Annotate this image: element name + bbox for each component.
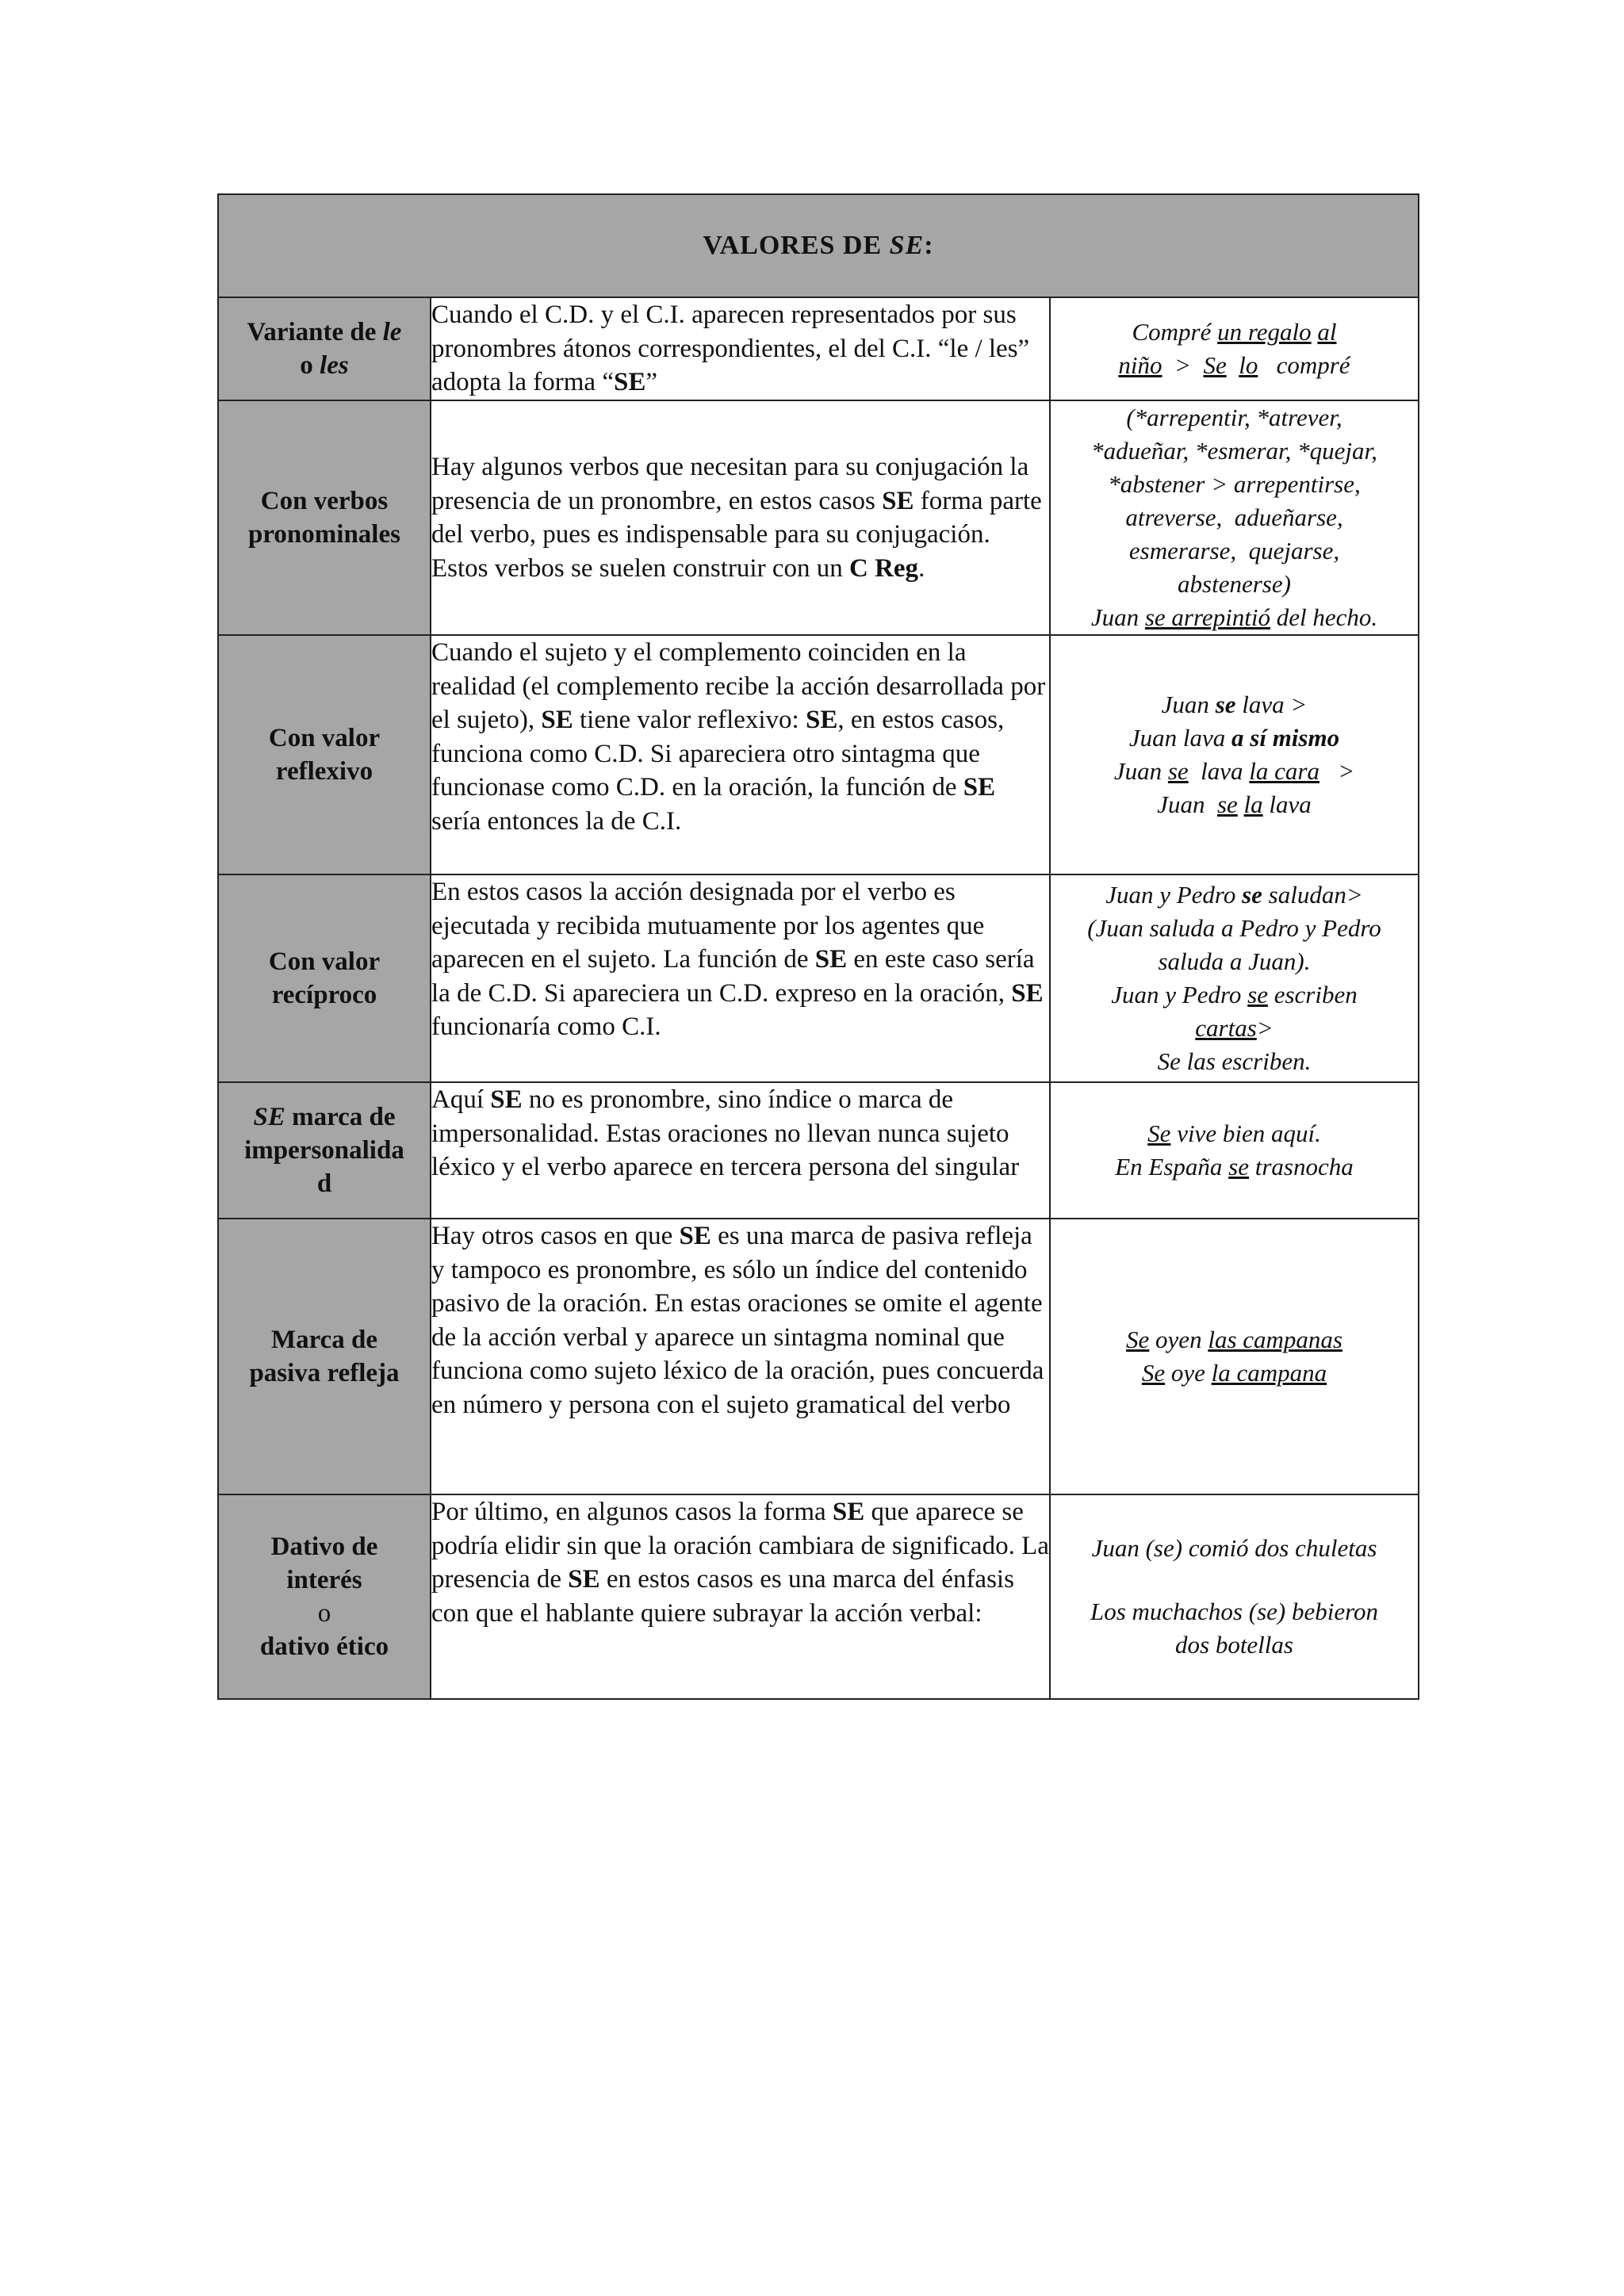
row-description: [431, 400, 1050, 635]
desc-bold: SE: [679, 1222, 711, 1250]
ex-text: lava: [1188, 757, 1250, 785]
row-example: [1050, 1494, 1419, 1699]
ex-bold: se: [1215, 691, 1236, 718]
row-description: [431, 1082, 1050, 1219]
ex-text: [1238, 790, 1244, 818]
desc-bold: SE: [490, 1085, 523, 1114]
ex-text: En España: [1115, 1153, 1229, 1181]
ex-underlined: Se: [1141, 1359, 1166, 1387]
label-text: Con valor: [268, 947, 381, 976]
ex-text: trasnocha: [1249, 1153, 1354, 1181]
ex-bold: a sí mismo: [1231, 724, 1340, 752]
row-description: [431, 1494, 1050, 1699]
ex-text: Juan: [1157, 790, 1217, 818]
ex-text: Juan: [1113, 757, 1168, 785]
ex-underlined: Se: [1203, 351, 1227, 379]
ex-line: esmerarse, quejarse,: [1128, 537, 1340, 564]
label-italic: les: [320, 351, 349, 380]
ex-text: oyen: [1149, 1326, 1208, 1353]
table-row: [218, 1494, 1419, 1699]
ex-text: Compré: [1132, 318, 1218, 346]
desc-text: Aquí: [431, 1085, 491, 1114]
label-text: Variante de: [247, 318, 383, 346]
row-label: [218, 635, 431, 874]
title-se: SE: [889, 231, 925, 260]
ex-underlined: al: [1317, 318, 1337, 346]
table-title: [218, 194, 1419, 297]
ex-text: Juan y Pedro: [1111, 981, 1248, 1008]
ex-underlined: niño: [1118, 351, 1162, 379]
ex-underlined: lo: [1239, 351, 1258, 379]
desc-bold: SE: [541, 706, 573, 734]
ex-line: Se las escriben.: [1157, 1047, 1312, 1075]
row-example: [1050, 400, 1419, 635]
ex-underlined: se: [1247, 981, 1268, 1008]
title-text: VALORES DE: [703, 231, 890, 260]
desc-bold: SE: [568, 1565, 600, 1594]
ex-text: [1227, 351, 1239, 379]
ex-text: Juan y Pedro: [1105, 881, 1243, 909]
desc-text: ”: [645, 368, 657, 396]
desc-text: .: [918, 553, 925, 583]
ex-text: Juan: [1090, 603, 1145, 631]
table-title-row: [218, 194, 1419, 297]
ex-line: saluda a Juan).: [1158, 947, 1311, 975]
ex-line: Juan (se) comió dos chuletas: [1091, 1534, 1377, 1562]
row-label: [218, 400, 431, 635]
row-description: [431, 874, 1050, 1082]
desc-bold: SE: [814, 945, 848, 974]
ex-underlined: la: [1243, 790, 1263, 818]
row-description: [431, 1219, 1050, 1494]
ex-text: compré: [1258, 351, 1350, 379]
label-text: Marca de: [270, 1326, 378, 1354]
label-text: pronominales: [248, 520, 400, 549]
row-label: [218, 1494, 431, 1699]
ex-text: Juan: [1161, 691, 1216, 718]
table-row: [218, 874, 1419, 1082]
label-text: recíproco: [271, 981, 377, 1009]
row-label: [218, 874, 431, 1082]
ex-text: >: [1319, 757, 1355, 785]
label-italic: SE: [253, 1103, 285, 1131]
desc-bold: SE: [882, 486, 914, 515]
row-label: [218, 297, 431, 400]
ex-underlined: se: [1167, 757, 1189, 785]
row-example: [1050, 1219, 1419, 1494]
label-italic: le: [382, 318, 402, 346]
ex-line: *abstener > arrepentirse,: [1108, 470, 1361, 498]
ex-line: (*arrepentir, *atrever,: [1126, 404, 1342, 431]
table-row: [218, 1082, 1419, 1219]
label-text: interés: [286, 1566, 362, 1594]
ex-underlined: Se: [1126, 1326, 1150, 1353]
desc-text: Hay algunos verbos que necesitan para su conjugación la presencia de un pronombre, en estos casos: [431, 453, 1029, 515]
ex-underlined: se: [1216, 790, 1238, 818]
ex-text: del hecho.: [1270, 603, 1378, 631]
row-label: [218, 1082, 431, 1219]
ex-text: lava: [1262, 790, 1312, 818]
ex-underlined: un regalo: [1217, 318, 1312, 346]
ex-line: *adueñar, *esmerar, *quejar,: [1091, 437, 1377, 465]
desc-bold: SE: [1011, 978, 1044, 1008]
desc-text: es una marca de pasiva refleja y tampoco es pronombre, es sólo un índice del contenido pasivo de la oración. En estas oraciones se omite el agente de la acción verbal y aparece un sintagma nominal que funciona como sujeto léxico de la oración, pues concuerda en número y persona con el sujeto gramatical del verbo: [431, 1222, 1044, 1419]
ex-text: Juan lava: [1128, 724, 1232, 752]
desc-bold: SE: [832, 1498, 865, 1526]
label-text: pasiva refleja: [249, 1359, 400, 1387]
desc-text: , en estos casos, funciona como C.D. Si apareciera otro sintagma que funcionase como C.D. en la oración, la función de: [431, 706, 1005, 802]
ex-line: abstenerse): [1178, 570, 1291, 598]
desc-bold: SE: [963, 773, 996, 802]
table-row: [218, 635, 1419, 874]
label-text: dativo ético: [259, 1632, 389, 1661]
ex-underlined: la cara: [1249, 757, 1320, 785]
label-text: o: [317, 1599, 331, 1628]
ex-bold: se: [1242, 881, 1262, 909]
ex-underlined: se arrepintió: [1144, 603, 1271, 631]
desc-text: no es pronombre, sino índice o marca de impersonalidad. Estas oraciones no llevan nunca sujeto léxico y el verbo aparece en tercera persona del singular: [431, 1085, 1020, 1181]
ex-text: escriben: [1267, 981, 1358, 1008]
table-row: [218, 1219, 1419, 1494]
ex-underlined: se: [1228, 1153, 1249, 1181]
table-row: [218, 400, 1419, 635]
label-text: d: [316, 1169, 332, 1198]
table-row: [218, 297, 1419, 400]
ex-line: Los muchachos (se) bebieron: [1090, 1598, 1379, 1625]
row-description: [431, 297, 1050, 400]
title-colon: :: [924, 231, 934, 260]
ex-line: (Juan saluda a Pedro y Pedro: [1087, 914, 1381, 942]
desc-text: Cuando el sujeto y el complemento coinciden en la realidad (el complemento recibe la acción desarrollada por el sujeto),: [431, 638, 1046, 734]
label-text: Con valor: [268, 724, 381, 752]
row-example: [1050, 874, 1419, 1082]
desc-text: Por último, en algunos casos la forma: [431, 1498, 833, 1526]
label-text: Dativo de: [270, 1533, 378, 1561]
ex-underlined: la campana: [1211, 1359, 1327, 1387]
row-example: [1050, 635, 1419, 874]
se-values-table: [217, 193, 1419, 1700]
desc-text: en este caso sería la de C.D. Si apareciera un C.D. expreso en la oración,: [431, 945, 1035, 1008]
desc-text: en estos casos es una marca del énfasis con que el hablante quiere subrayar la acción verbal:: [431, 1565, 1014, 1628]
ex-underlined: las campanas: [1208, 1326, 1342, 1353]
label-text: Con verbos: [260, 487, 389, 515]
desc-text: que aparece se podría elidir sin que la oración cambiara de significado. La presencia de: [431, 1498, 1049, 1594]
desc-bold: SE: [613, 368, 646, 396]
ex-underlined: Se: [1147, 1119, 1171, 1147]
row-description: [431, 635, 1050, 874]
desc-text: funcionaría como C.I.: [431, 1012, 661, 1041]
desc-text: Hay otros casos en que: [431, 1222, 680, 1250]
label-text: marca de: [285, 1103, 396, 1131]
desc-text: tiene valor reflexivo:: [573, 706, 806, 734]
label-text: reflexivo: [275, 757, 373, 786]
ex-line: atreverse, adueñarse,: [1125, 503, 1343, 531]
desc-text: En estos casos la acción designada por el verbo es ejecutada y recibida mutuamente por los agentes que aparecen en el sujeto. La función de: [431, 878, 985, 974]
label-text: impersonalida: [244, 1136, 404, 1165]
desc-bold: C Reg: [849, 553, 919, 583]
desc-bold: SE: [805, 706, 838, 734]
ex-text: vive bien aquí.: [1170, 1119, 1321, 1147]
label-text: o: [300, 351, 320, 380]
row-label: [218, 1219, 431, 1494]
row-example: [1050, 1082, 1419, 1219]
ex-text: oye: [1165, 1359, 1212, 1387]
desc-text: sería entonces la de C.I.: [431, 806, 682, 836]
ex-underlined: cartas: [1195, 1014, 1257, 1042]
ex-text: >: [1162, 351, 1204, 379]
row-example: [1050, 297, 1419, 400]
desc-text: forma parte del verbo, pues es indispensable para su conjugación. Estos verbos se suelen construir con un: [431, 486, 1042, 583]
ex-text: >: [1256, 1014, 1274, 1042]
ex-text: lava >: [1235, 691, 1308, 718]
desc-text: Cuando el C.D. y el C.I. aparecen representados por sus pronombres átonos correspondientes, el del C.I. “le / les” adopta la forma “: [431, 300, 1030, 396]
ex-text: saludan>: [1262, 881, 1363, 909]
ex-line: dos botellas: [1175, 1631, 1293, 1659]
